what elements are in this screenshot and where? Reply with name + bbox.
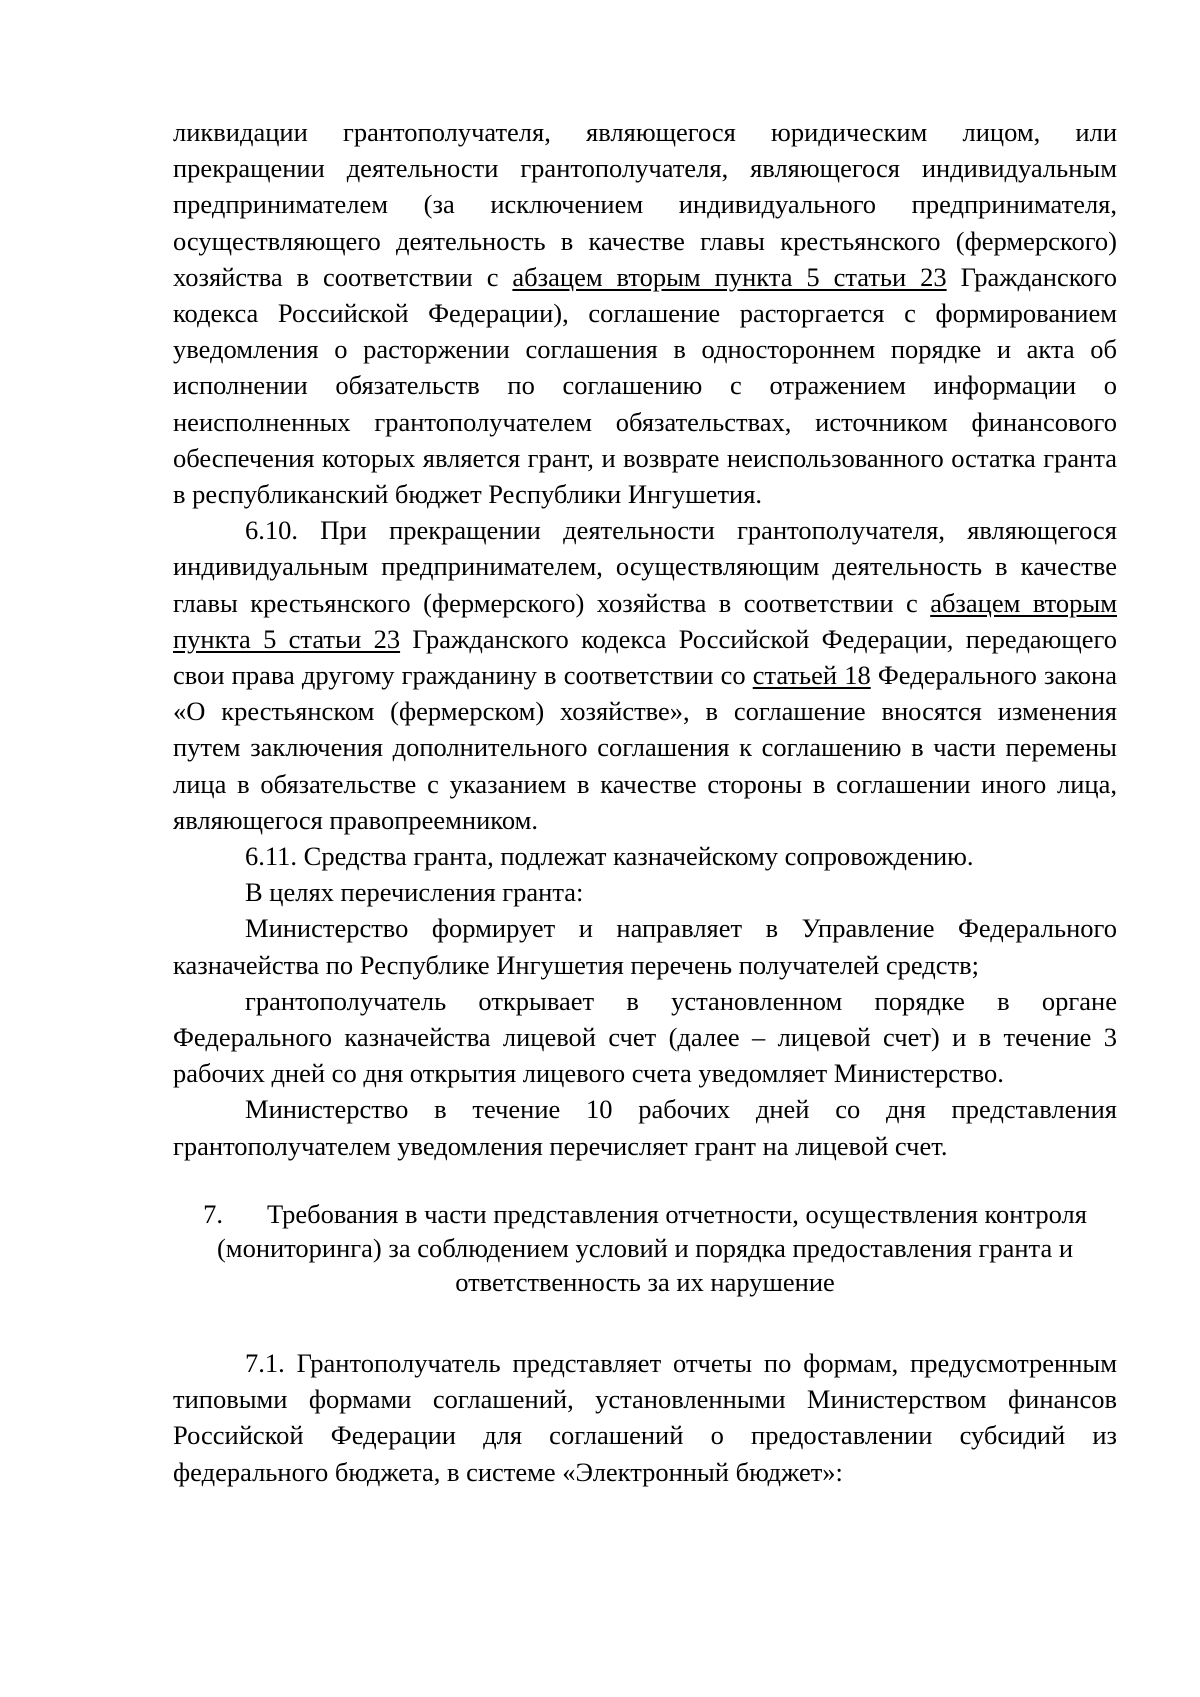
legal-reference-link[interactable]: статьей 18 xyxy=(752,660,871,691)
paragraph-text: Федерального закона «О крестьянском (фермерском) хозяйстве», в соглашение вносятся изменения путем заключения дополнительного соглашения к соглашению в части перемены лица в обязательстве с указанием в качестве стороны в соглашении иного лица, являющегося правопреемником. xyxy=(173,660,1117,835)
paragraph-ministry-list: Министерство формирует и направляет в Управление Федерального казначейства по Республике Ингушетия перечень получателей средств; xyxy=(173,913,1117,980)
section-7-heading xyxy=(173,1197,1117,1299)
paragraph-text: Гражданского кодекса Российской Федерации, передающего свои права другому гражданину в соответствии со xyxy=(173,623,1117,691)
legal-reference-link[interactable]: абзацем вторым пункта 5 статьи 23 xyxy=(512,261,947,292)
paragraph-text: Гражданского кодекса Российской Федерации), соглашение расторгается с формированием уведомления о расторжении соглашения в одностороннем порядке и акта об исполнении обязательств по соглашению с отражением информации о неисполненных грантополучателем обязательствах, источником финансового обеспечения которых является грант, и возврате неиспользованного остатка гранта в республиканский бюджет Республики Ингушетия. xyxy=(173,261,1117,510)
section-title: Требования в части представления отчетности, осуществления контроля (мониторинга) за соблюдением условий и порядка предоставления гранта и ответственность за их нарушение xyxy=(216,1198,1087,1297)
paragraph-grant-transfer: Министерство в течение 10 рабочих дней со дня представления грантополучателем уведомления перечисляет грант на лицевой счет. xyxy=(173,1094,1117,1161)
legal-reference-link[interactable]: абзацем вторым пункта 5 статьи 23 xyxy=(173,587,1117,654)
paragraph-transfer-goals: В целях перечисления гранта: xyxy=(245,877,584,908)
paragraph-text: 6.10. При прекращении деятельности грантополучателя, являющегося индивидуальным предпринимателем, осуществляющим деятельность в качестве главы крестьянского (фермерского) хозяйства в соответствии с xyxy=(173,515,1117,618)
paragraph-text: ликвидации грантополучателя, являющегося юридическим лицом, или прекращении деятельности грантополучателя, являющегося индивидуальным предпринимателем (за исключением индивидуального предпринимателя, осуществляющего деятельность в качестве главы крестьянского (фермерского) хозяйства в соответствии с xyxy=(173,117,1117,292)
paragraph-6-10 xyxy=(173,512,1117,838)
paragraph-7-1: 7.1. Грантополучатель представляет отчеты по формам, предусмотренным типовыми формами соглашений, установленными Министерством финансов Российской Федерации для соглашений о предоставлении субсидий из федерального бюджета, в системе «Электронный бюджет»: xyxy=(173,1347,1117,1487)
paragraph-6-11: 6.11. Средства гранта, подлежат казначейскому сопровождению. xyxy=(245,841,974,872)
section-number: 7. xyxy=(203,1198,223,1229)
paragraph-liquidation xyxy=(173,114,1117,512)
paragraph-account-opening: грантополучатель открывает в установленном порядке в органе Федерального казначейства лицевой счет (далее – лицевой счет) и в течение 3 рабочих дней со дня открытия лицевого счета уведомляет Министерство. xyxy=(173,985,1117,1089)
document-page xyxy=(173,114,1117,1490)
